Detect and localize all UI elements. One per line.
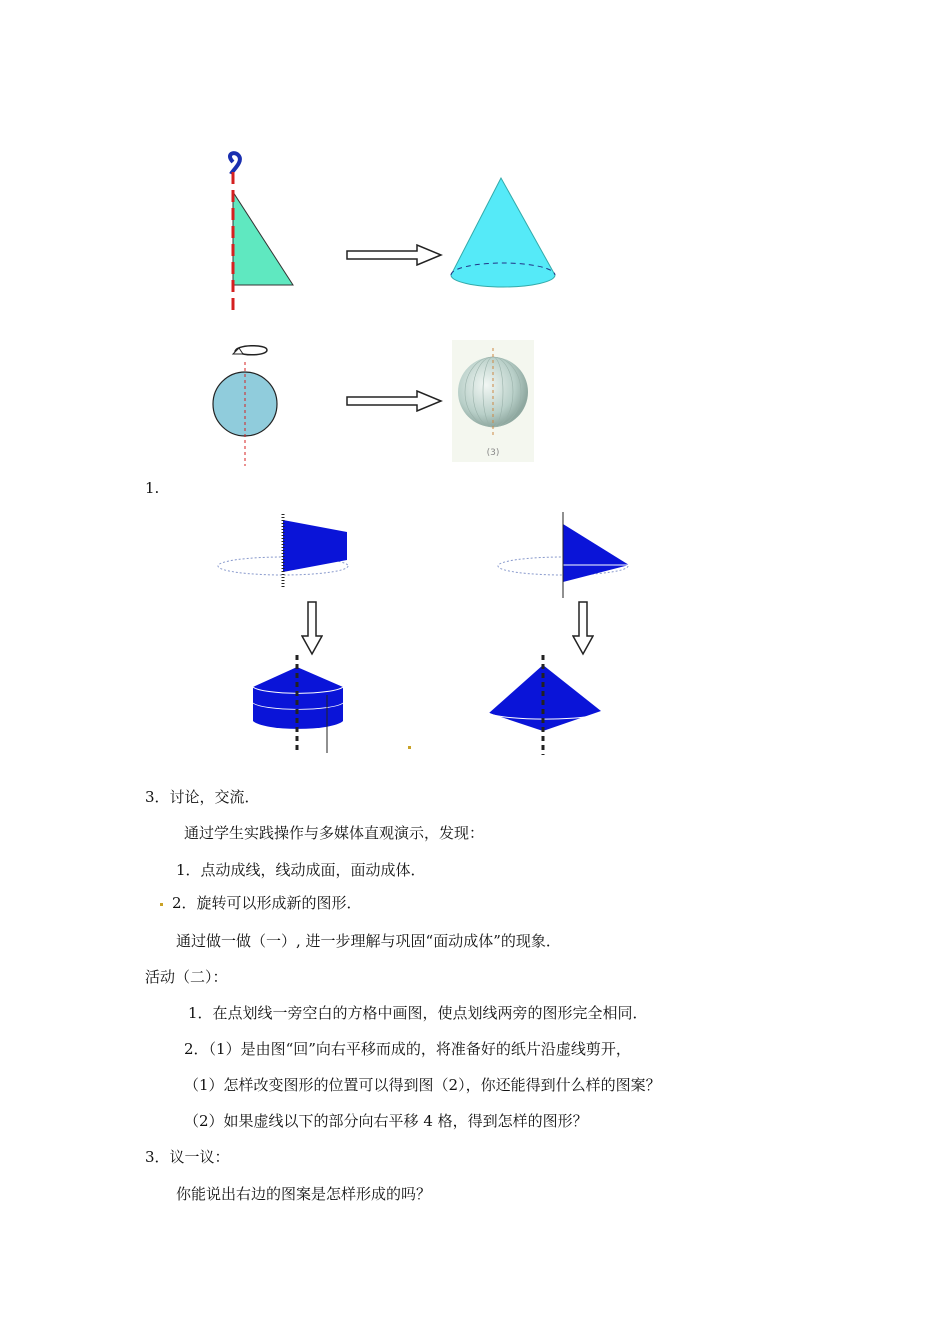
circle-rotation-figure: [205, 338, 285, 468]
cone-figure: [445, 175, 563, 305]
sphere-caption: (3): [486, 448, 500, 458]
section-heading-activity: 活动（二）：: [145, 968, 228, 986]
paragraph: 通过做一做（一）, 进一步理解与巩固“面动成体”的现象．: [176, 932, 561, 950]
stray-mark: [160, 903, 163, 906]
paragraph: 你能说出右边的图案是怎样形成的吗？: [176, 1185, 432, 1203]
arrow-right-icon: [345, 244, 445, 266]
right-triangle: [233, 192, 293, 285]
row-marker: 1.: [145, 479, 160, 497]
paragraph: 通过学生实践操作与多媒体直观演示，发现：: [184, 824, 485, 842]
double-cone-solid: [485, 655, 605, 755]
question: （1）怎样改变图形的位置可以得到图（2），你还能得到什么样的图案？: [184, 1076, 661, 1094]
arrow-down-icon: [301, 600, 323, 656]
section-heading-discussion: 3．讨论，交流．: [145, 788, 260, 806]
rotation-arrow-icon: [230, 153, 240, 174]
list-item: 2．旋转可以形成新的图形．: [172, 894, 362, 912]
stray-mark: [408, 746, 411, 749]
list-item: 2．（1）是由图“回”向右平移而成的，将准备好的纸片沿虚线剪开，: [184, 1040, 631, 1058]
arrow-down-icon: [572, 600, 594, 656]
arrow-right-icon: [345, 390, 445, 412]
sphere-drawing: [452, 340, 534, 462]
trapezoid-rotation-figure: [215, 510, 355, 590]
list-item: 1．点动成线，线动成面，面动成体．: [176, 861, 426, 879]
frustum-cone-solid: [245, 655, 355, 755]
sphere-image: [452, 340, 534, 462]
triangle-rotation-figure: [215, 150, 315, 320]
section-heading-discuss: 3．议一议：: [145, 1148, 230, 1166]
triangle-rotation-figure-2: [495, 510, 640, 600]
list-item: 1．在点划线一旁空白的方格中画图，使点划线两旁的图形完全相同．: [188, 1004, 648, 1022]
question: （2）如果虚线以下的部分向右平移 4 格，得到怎样的图形？: [184, 1112, 588, 1130]
